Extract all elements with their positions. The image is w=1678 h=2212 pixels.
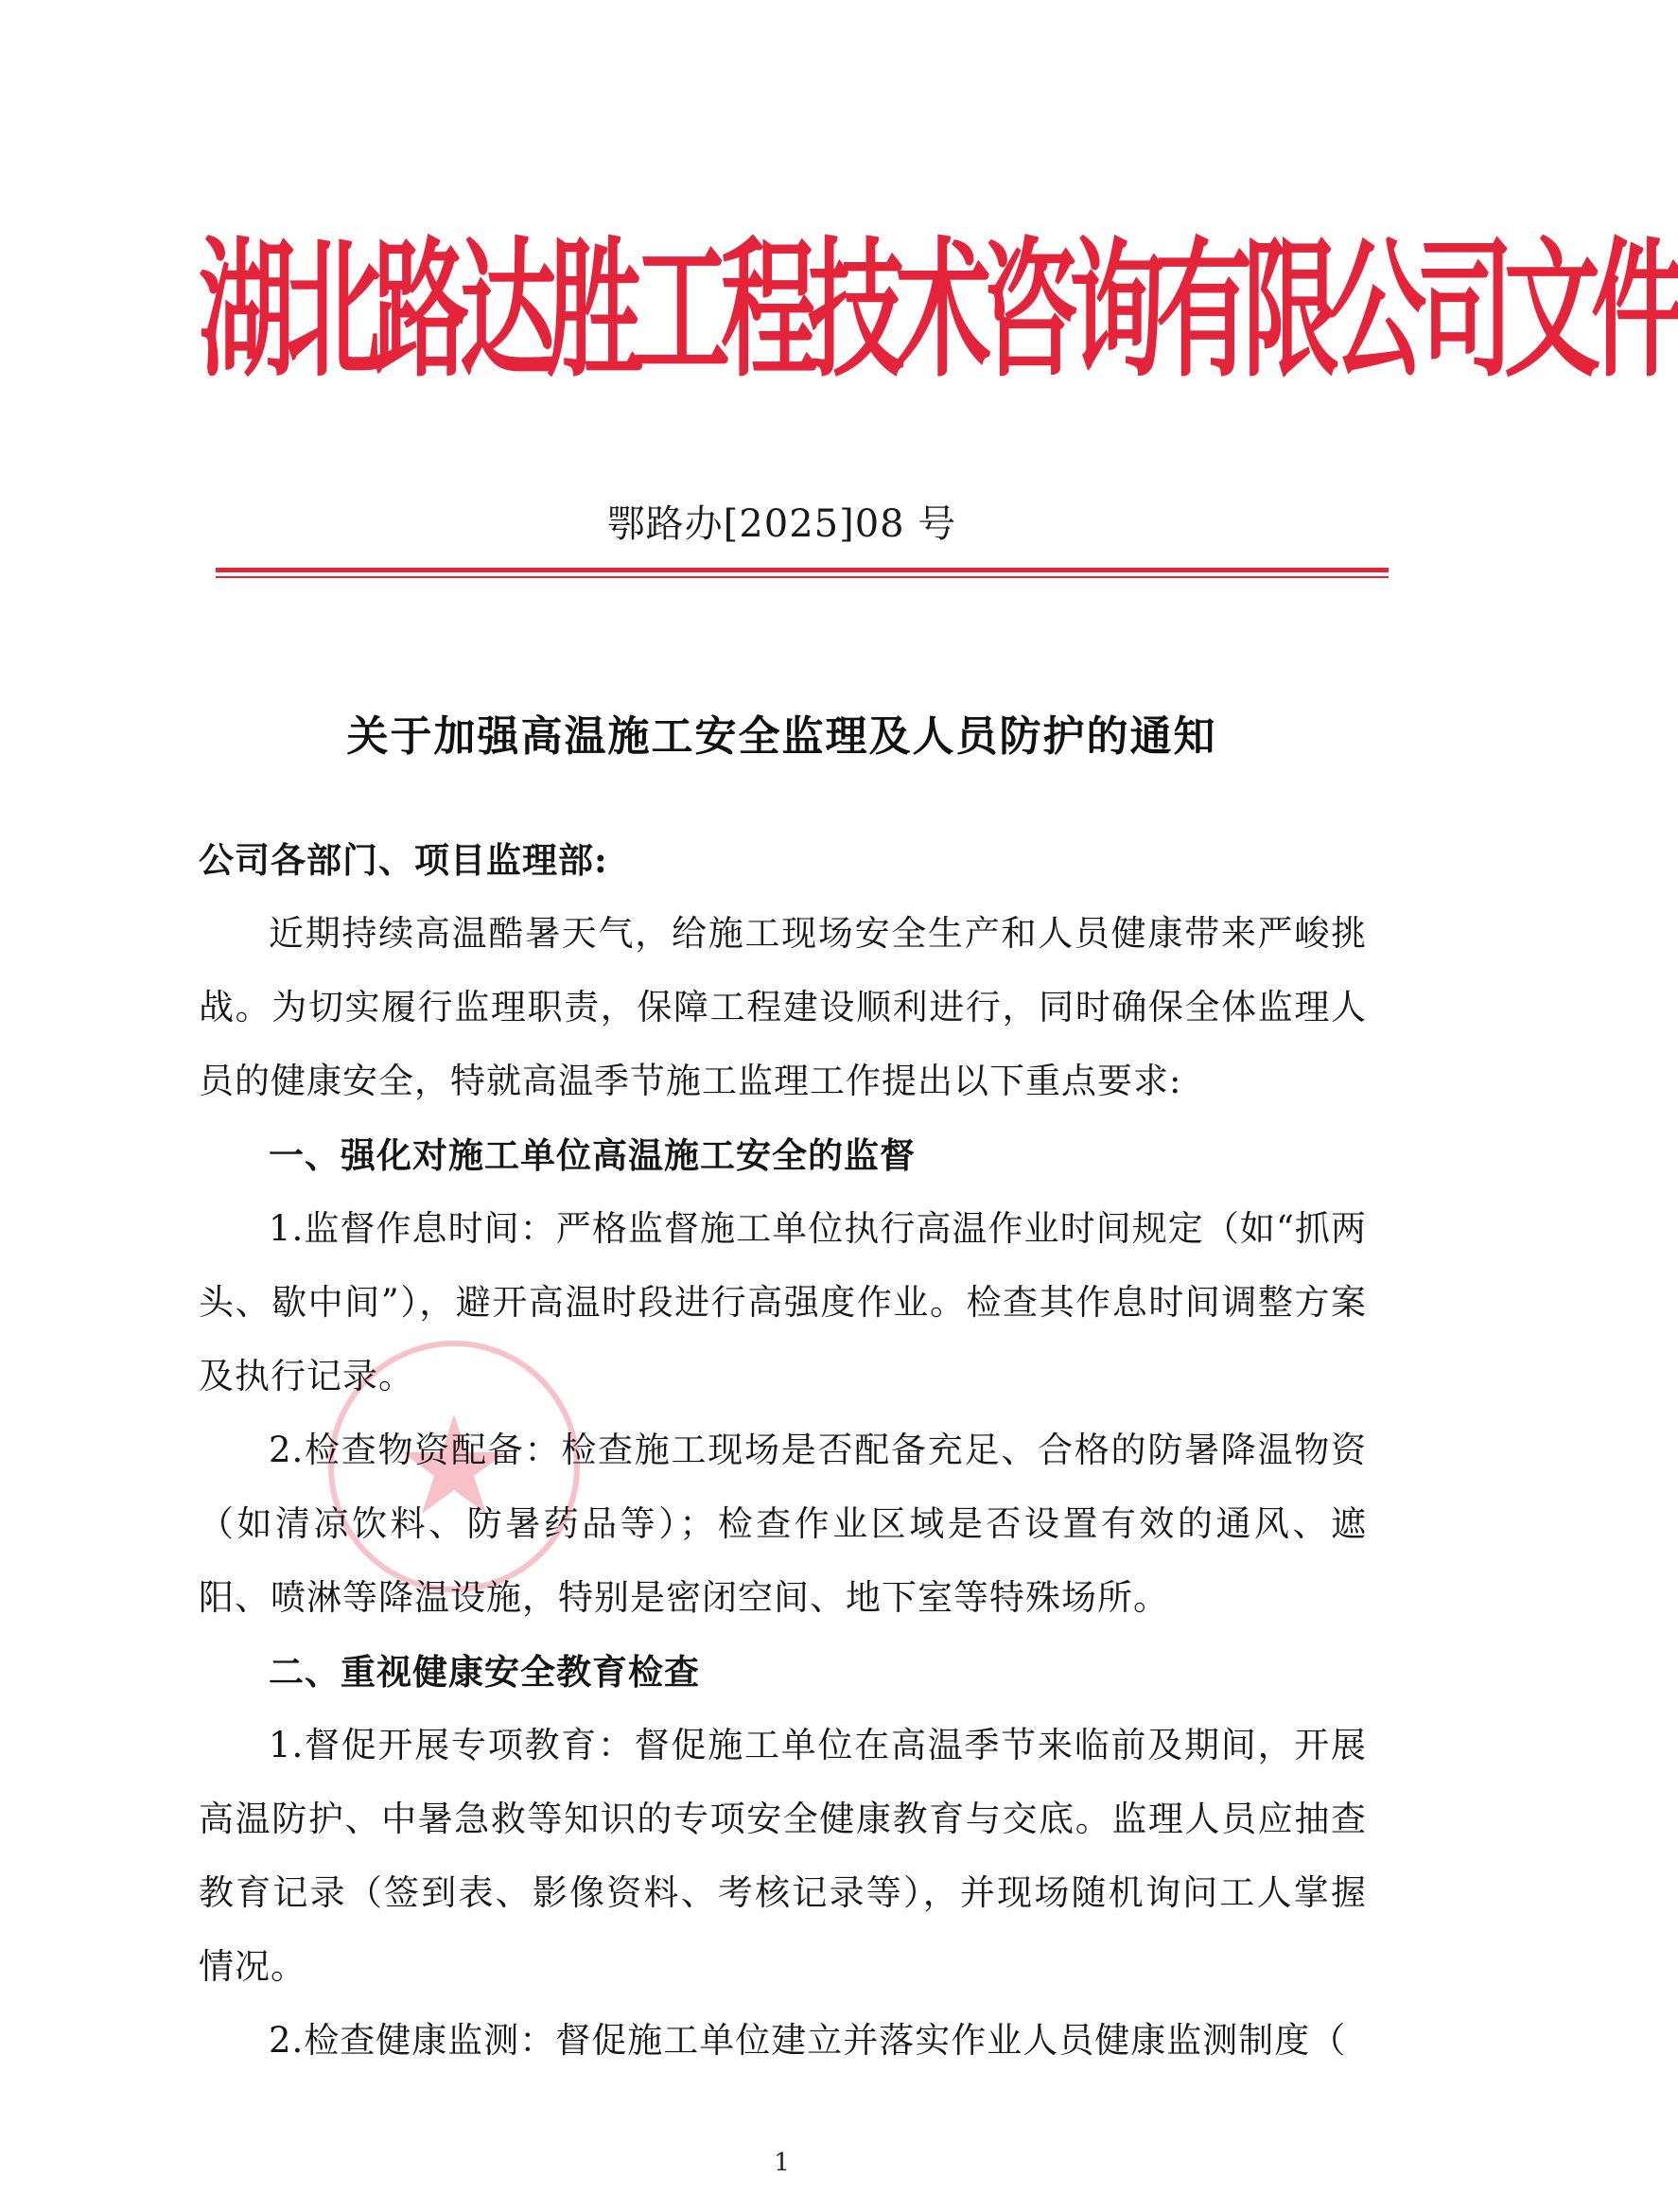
body-paragraph-2-2: 2.检查健康监测：督促施工单位建立并落实作业人员健康监测制度（ bbox=[269, 2020, 1347, 2061]
header-divider-thick bbox=[216, 568, 1389, 572]
section-heading-1: 一、强化对施工单位高温施工安全的监督 bbox=[269, 1134, 916, 1176]
body-paragraph-intro: 近期持续高温酷暑天气，给施工现场安全生产和人员健康带来严峻挑战。为切实履行监理职责，保障工程建设顺利进行，同时确保全体监理人员的健康安全，特就高温季节施工监理工作提出以下重点要求: bbox=[199, 913, 1367, 1101]
notice-title: 关于加强高温施工安全监理及人员防护的通知 bbox=[346, 712, 1217, 761]
body-paragraph-2-1: 1.督促开展专项教育：督促施工单位在高温季节来临前及期间，开展高温防护、中暑急救等知识的专项安全健康教育与交底。监理人员应抽查教育记录（签到表、影像资料、考核记录等），并现场随机询问工人掌握情况。 bbox=[199, 1725, 1367, 1987]
body-paragraph-1-2: 2.检查物资配备：检查施工现场是否配备充足、合格的防暑降温物资（如清凉饮料、防暑药品等）；检查作业区域是否设置有效的通风、遮阳、喷淋等降温设施，特别是密闭空间、地下室等特殊场所。 bbox=[199, 1430, 1367, 1618]
page-number: 1 bbox=[774, 2149, 790, 2177]
salutation: 公司各部门、项目监理部: bbox=[199, 839, 608, 881]
header-divider-thin bbox=[216, 576, 1389, 578]
doc-number: 鄂路办[2025]08 号 bbox=[606, 502, 957, 546]
body-paragraph-1-1: 1.监督作息时间：严格监督施工单位执行高温作业时间规定（如“抓两头、歇中间”），避开高温时段进行高强度作业。检查其作息时间调整方案及执行记录。 bbox=[199, 1208, 1367, 1396]
section-heading-2: 二、重视健康安全教育检查 bbox=[269, 1651, 700, 1693]
org-file-title: 湖北路达胜工程技术咨询有限公司文件 bbox=[199, 224, 1678, 399]
notice-body bbox=[199, 823, 1367, 2078]
